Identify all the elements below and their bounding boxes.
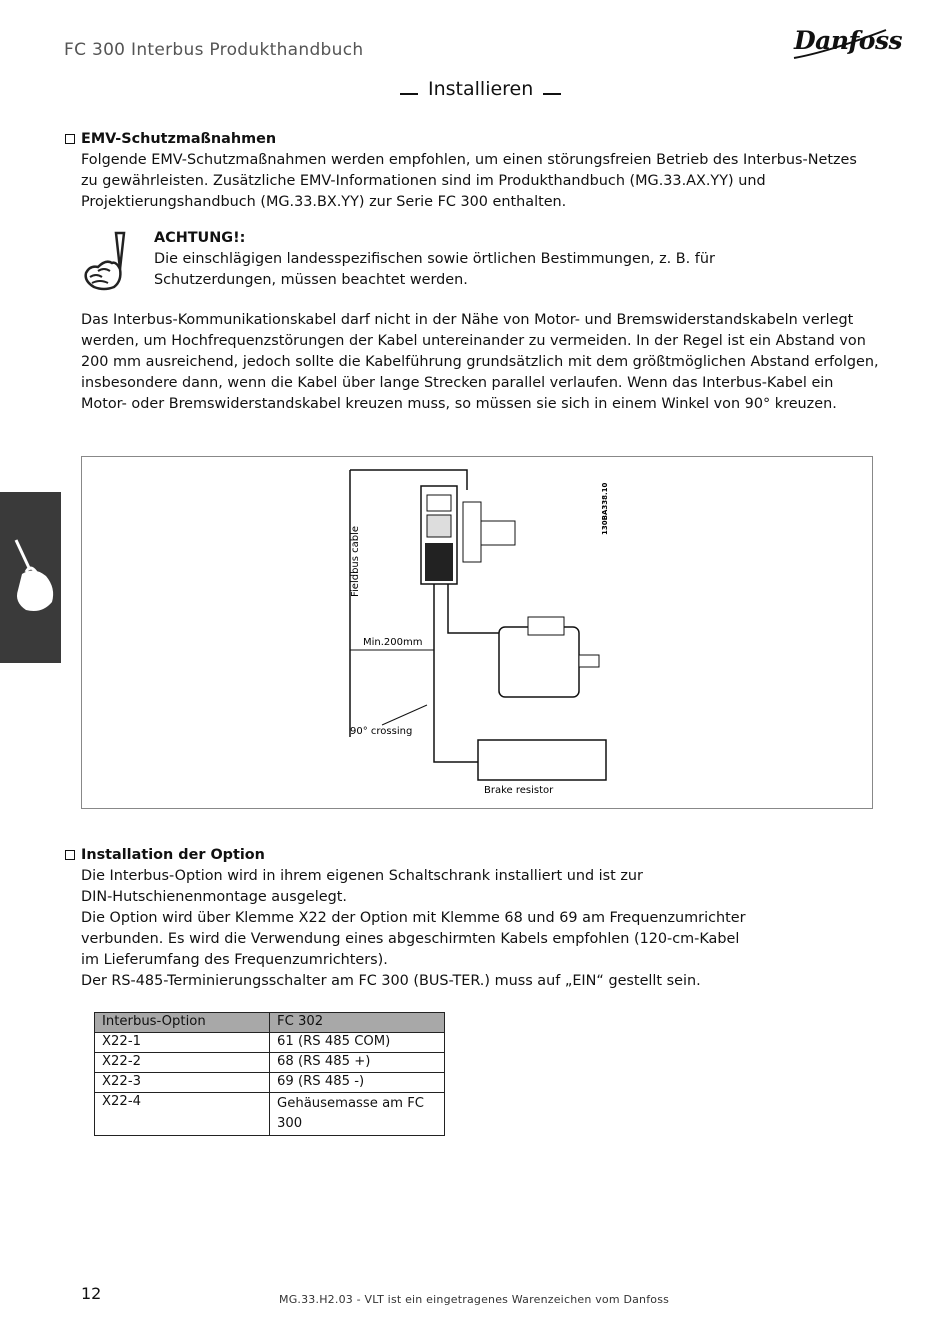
motor: [499, 627, 579, 697]
cable-line: insbesondere dann, wenn die Kabel über lange Strecken parallel verlaufen. Wenn das Interbus-Kabel ein: [81, 375, 834, 391]
hand-screwdriver-icon: [0, 492, 61, 663]
option-rail: [481, 521, 515, 545]
cable-line: 200 mm ausreichend, jedoch sollte die Kabelführung grundsätzlich mit dem größtmöglichen Abstand erfolgen,: [81, 354, 879, 370]
brake-resistor: [478, 740, 606, 780]
brake-label: Brake resistor: [484, 785, 554, 796]
emc-diagram: [81, 456, 873, 809]
option-heading: [81, 845, 881, 866]
drive-display: [427, 495, 451, 511]
warning-line: Die einschlägigen landesspezifischen sowie örtlichen Bestimmungen, z. B. für: [154, 251, 715, 267]
section-heading-text: Installieren: [428, 78, 534, 100]
heading-dash-left: [400, 93, 418, 95]
option-line: verbunden. Es wird die Verwendung eines abgeschirmten Kabels empfohlen (120-cm-Kabel: [81, 931, 740, 947]
cable-line: Motor- oder Bremswiderstandskabel kreuzen muss, so müssen sie sich in einem Winkel von 90° kreuzen.: [81, 396, 837, 412]
warning-block: [154, 228, 854, 291]
table-cell: X22-2: [95, 1053, 270, 1073]
figure-code: 130BA338.10: [601, 482, 609, 535]
document-title: FC 300 Interbus Produkthandbuch: [64, 40, 364, 60]
table-cell: X22-3: [95, 1073, 270, 1093]
drive-keypad: [427, 515, 451, 537]
emv-section: [81, 129, 881, 213]
emv-line: zu gewährleisten. Zusätzliche EMV-Informationen sind im Produkthandbuch (MG.33.AX.YY) und: [81, 173, 766, 189]
table-cell: X22-1: [95, 1033, 270, 1053]
section-heading: [390, 78, 571, 100]
motor-shaft: [579, 655, 599, 667]
crossing-leader: [382, 705, 427, 725]
emv-line: Folgende EMV-Schutzmaßnahmen werden empfohlen, um einen störungsfreien Betrieb des Interbus-Netzes: [81, 152, 857, 168]
drive-lower-panel: [425, 543, 453, 581]
brake-cable: [434, 584, 478, 762]
table-row: [95, 1033, 445, 1053]
table-row: [95, 1073, 445, 1093]
cable-line: werden, um Hochfrequenzstörungen der Kabel untereinander zu vermeiden. In der Regel ist ein Abstand von: [81, 333, 866, 349]
option-line: Die Option wird über Klemme X22 der Option mit Klemme 68 und 69 am Frequenzumrichter: [81, 910, 746, 926]
fieldbus-label: Fieldbus cable: [350, 525, 361, 597]
terminal-table: [94, 1012, 445, 1136]
table-cell: Gehäusemasse am FC 300: [270, 1093, 445, 1136]
footer-text: MG.33.H2.03 - VLT ist ein eingetragenes Warenzeichen vom Danfoss: [279, 1293, 670, 1306]
heading-dash-right: [543, 93, 561, 95]
distance-label: Min.200mm: [363, 637, 423, 648]
table-row: [95, 1053, 445, 1073]
option-line: DIN-Hutschienenmontage ausgelegt.: [81, 889, 347, 905]
option-section: [81, 845, 881, 992]
option-line: im Lieferumfang des Frequenzumrichters).: [81, 952, 388, 968]
option-heading-text: Installation der Option: [81, 847, 265, 863]
emv-line: Projektierungshandbuch (MG.33.BX.YY) zur Serie FC 300 enthalten.: [81, 194, 567, 210]
logo-text: Danfoss: [794, 26, 903, 55]
table-cell: 68 (RS 485 +): [270, 1053, 445, 1073]
table-header-cell: Interbus-Option: [95, 1013, 270, 1033]
cable-paragraph: [81, 310, 881, 415]
table-cell: 61 (RS 485 COM): [270, 1033, 445, 1053]
option-module: [463, 502, 481, 562]
emv-heading: [81, 129, 881, 150]
checkbox-bullet: [65, 850, 75, 860]
warning-title: ACHTUNG!:: [154, 230, 246, 246]
motor-terminal-box: [528, 617, 564, 635]
chapter-side-tab: [0, 492, 61, 663]
cable-line: Das Interbus-Kommunikationskabel darf nicht in der Nähe von Motor- und Bremswiderstandskabeln verlegt: [81, 312, 854, 328]
table-row: [95, 1093, 445, 1136]
danfoss-logo: [788, 22, 903, 62]
page-number: 12: [81, 1284, 102, 1303]
table-cell: X22-4: [95, 1093, 270, 1136]
cable-routing-diagram: [82, 457, 872, 808]
checkbox-bullet: [65, 134, 75, 144]
table-header-row: [95, 1013, 445, 1033]
motor-cable: [448, 584, 500, 633]
table-header-cell: FC 302: [270, 1013, 445, 1033]
option-line: Der RS-485-Terminierungsschalter am FC 300 (BUS-TER.) muss auf „EIN“ gestellt sein.: [81, 973, 701, 989]
crossing-label: 90° crossing: [350, 726, 413, 737]
emv-heading-text: EMV-Schutzmaßnahmen: [81, 131, 277, 147]
option-line: Die Interbus-Option wird in ihrem eigenen Schaltschrank installiert und ist zur: [81, 868, 643, 884]
table-cell: 69 (RS 485 -): [270, 1073, 445, 1093]
pointing-hand-icon: [80, 229, 128, 293]
warning-line: Schutzerdungen, müssen beachtet werden.: [154, 272, 468, 288]
